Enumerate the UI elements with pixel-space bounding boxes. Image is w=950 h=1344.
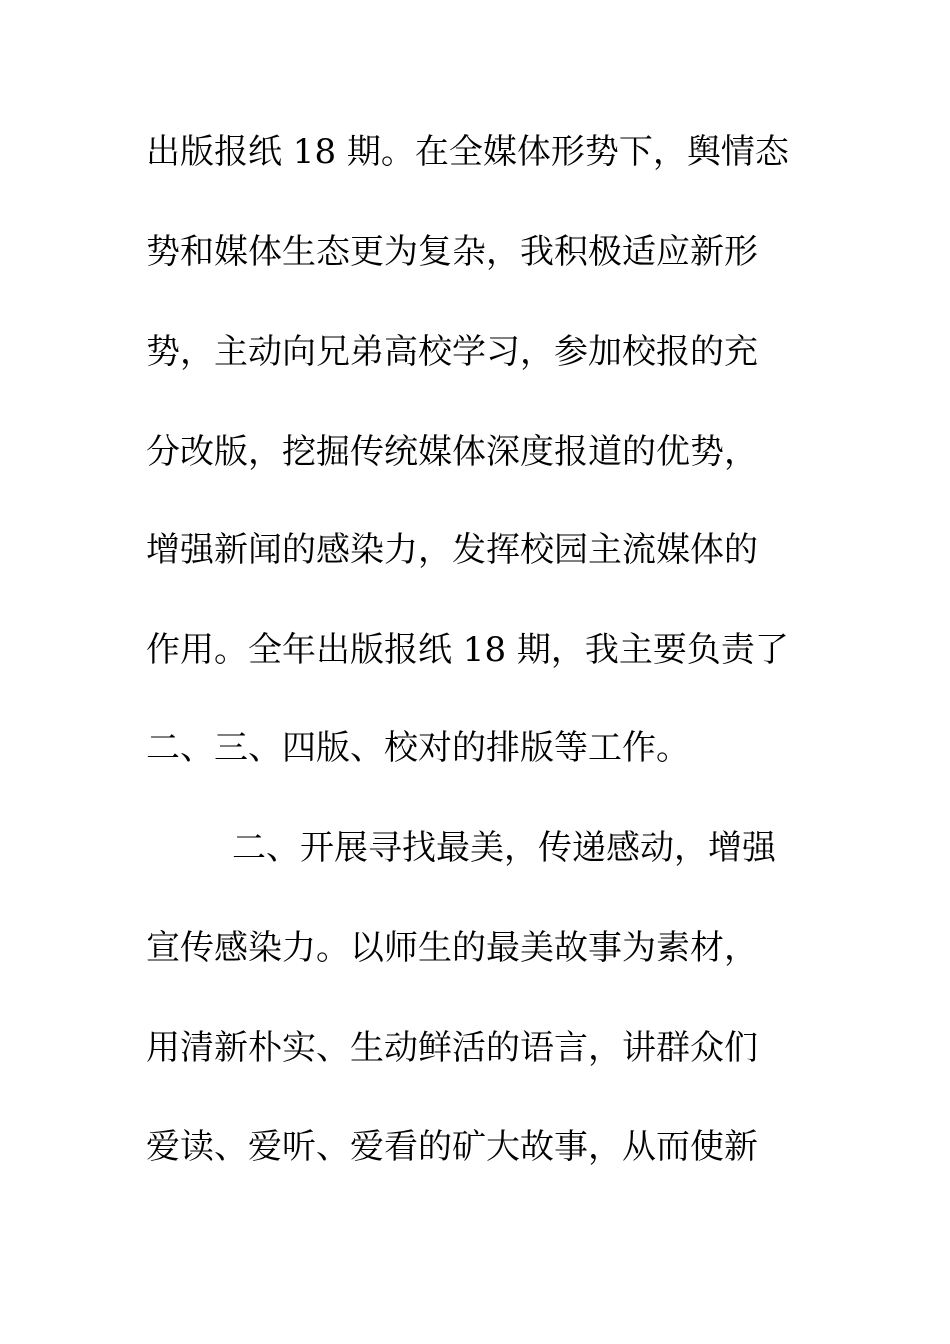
body-text-line: 爱读、爱听、爱看的矿大故事，从而使新 xyxy=(146,1127,758,1167)
body-text-line: 增强新闻的感染力，发挥校园主流媒体的 xyxy=(146,530,758,570)
body-text-line: 作用。全年出版报纸 18 期，我主要负责了 xyxy=(146,630,789,670)
body-text-line: 二、三、四版、校对的排版等工作。 xyxy=(146,728,690,768)
body-text-line: 宣传感染力。以师生的最美故事为素材， xyxy=(146,928,758,968)
body-text-line: 分改版，挖掘传统媒体深度报道的优势， xyxy=(146,432,758,472)
paragraph-start-line: 二、开展寻找最美，传递感动，增强 xyxy=(232,828,776,868)
body-text-line: 用清新朴实、生动鲜活的语言，讲群众们 xyxy=(146,1028,758,1068)
body-text-line: 势，主动向兄弟高校学习，参加校报的充 xyxy=(146,332,758,372)
body-text-line: 出版报纸 18 期。在全媒体形势下，舆情态 xyxy=(146,132,789,172)
body-text-line: 势和媒体生态更为复杂，我积极适应新形 xyxy=(146,232,758,272)
